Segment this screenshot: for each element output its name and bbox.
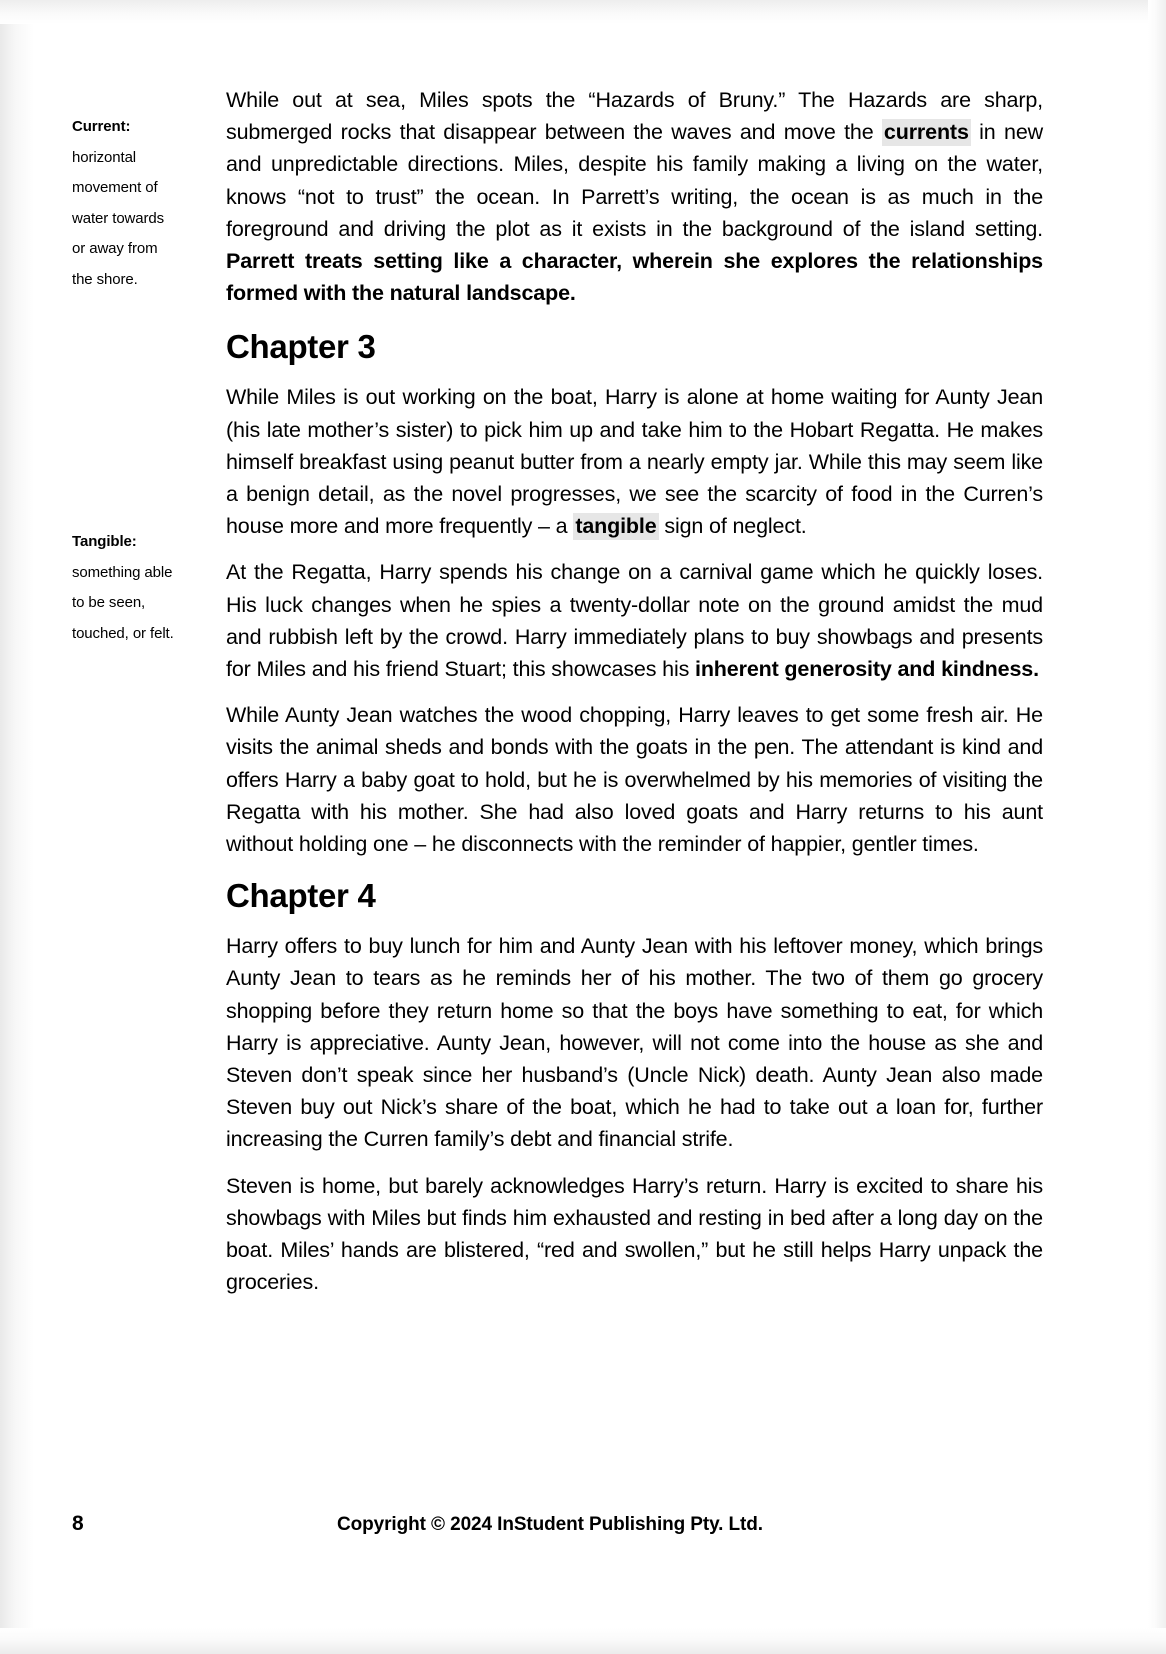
heading-chapter-4: Chapter 4: [226, 877, 376, 915]
paragraph-text: While Miles is out working on the boat, Harry is alone at home waiting for Aunty Jean (his late mother’s sister) to pick him up and take him to the Hobart Regatta. He makes himself breakfast using peanut butter from a nearly empty jar. While this may seem like a benign detail, as the novel progresses, we see the scarcity of food in the Curren’s house more and more frequently – a: [226, 385, 1043, 539]
paragraph-ch3-3: While Aunty Jean watches the wood chopping, Harry leaves to get some fresh air. He visits the animal sheds and bonds with the goats in the pen. The attendant is kind and offers Harry a baby goat to hold, but he is overwhelmed by his memories of visiting the Regatta with his mother. She had also loved goats and Harry returns to his aunt without holding one – he disconnects with the reminder of happier, gentler times.: [226, 703, 1043, 857]
paragraph-text: While out at sea, Miles spots the “Hazards of Bruny.” The Hazards are sharp, submerged rocks that disappear between the waves and move the: [226, 88, 1043, 145]
paragraph-intro: [226, 84, 1043, 309]
page-number: 8: [72, 1512, 84, 1535]
paragraph-text: in new and unpredictable directions. Miles, despite his family making a living on the water, knows “not to trust” the ocean. In Parrett’s writing, the ocean is as much in the foreground and driving the plot as it exists in the background of the island setting.: [226, 120, 1043, 241]
paragraph-ch4-2: Steven is home, but barely acknowledges Harry’s return. Harry is excited to share his showbags with Miles but finds him exhausted and resting in bed after a long day on the boat. Miles’ hands are blistered, “red and swollen,” but he still helps Harry unpack the groceries.: [226, 1173, 1043, 1295]
margin-note-current: [72, 112, 212, 295]
copyright-notice: Copyright © 2024 InStudent Publishing Pty. Ltd.: [337, 1514, 763, 1535]
margin-note-term: Current:: [72, 118, 131, 135]
margin-note-tangible: [72, 527, 212, 649]
margin-note-definition-line: touched, or felt.: [72, 624, 174, 642]
margin-note-term: Tangible:: [72, 533, 137, 550]
margin-note-definition-line: the shore.: [72, 270, 138, 288]
key-insight-text: inherent generosity and kindness.: [695, 657, 1039, 682]
paragraph-text: At the Regatta, Harry spends his change on a carnival game which he quickly loses. His luck changes when he spies a twenty-dollar note on the ground amidst the mud and rubbish left by the crowd. Harry immediately plans to buy showbags and presents for Miles and his friend Stuart; this showcases his: [226, 560, 1043, 682]
page-footer: [0, 1512, 1166, 1546]
margin-note-definition-line: to be seen,: [72, 594, 146, 611]
margin-note-definition-line: movement of: [72, 179, 158, 196]
paragraph-text: sign of neglect.: [658, 514, 807, 539]
margin-note-definition-line: horizontal: [72, 148, 137, 166]
highlighted-term-tangible: tangible: [575, 514, 657, 539]
paragraph-ch3-1: [226, 381, 1043, 542]
margin-note-definition-line: something able: [72, 563, 173, 581]
heading-chapter-3: Chapter 3: [226, 328, 376, 366]
margin-note-definition-line: water towards: [72, 209, 165, 227]
key-insight-text: Parrett treats setting like a character, wherein she explores the relationships formed with the natural landscape.: [226, 249, 1043, 306]
paragraph-ch4-1: Harry offers to buy lunch for him and Aunty Jean with his leftover money, which brings Aunty Jean to tears as he reminds her of his mother. The two of them go grocery shopping before they return home so that the boys have something to eat, for which Harry is appreciative. Aunty Jean, however, will not come into the house as she and Steven don’t speak since her husband’s (Uncle Nick) death. Aunty Jean also made Steven buy out Nick’s share of the boat, which he had to take out a loan for, further increasing the Curren family’s debt and financial strife.: [226, 934, 1043, 1152]
highlighted-term-currents: currents: [883, 120, 969, 145]
main-text-column: [226, 84, 1043, 1299]
margin-note-definition-line: or away from: [72, 240, 158, 257]
paragraph-ch3-2: [226, 556, 1043, 685]
